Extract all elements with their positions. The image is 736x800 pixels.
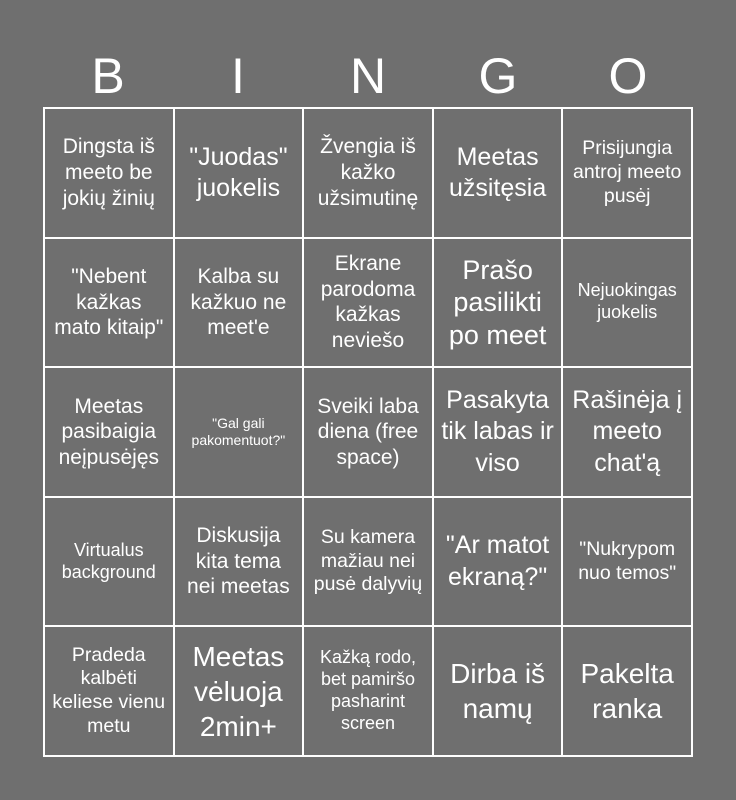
bingo-cell[interactable]: Nejuokingas juokelis bbox=[562, 238, 692, 368]
header-letter-i: I bbox=[231, 48, 245, 104]
bingo-cell[interactable]: "Gal gali pakomentuot?" bbox=[174, 367, 304, 497]
bingo-cell[interactable]: Kalba su kažkuo ne meet'e bbox=[174, 238, 304, 368]
bingo-cell[interactable]: Diskusija kita tema nei meetas bbox=[174, 497, 304, 627]
bingo-board bbox=[43, 107, 693, 757]
bingo-cell[interactable]: "Nukrypom nuo temos" bbox=[562, 497, 692, 627]
bingo-cell[interactable]: Su kamera mažiau nei pusė dalyvių bbox=[303, 497, 433, 627]
bingo-cell[interactable]: Dirba iš namų bbox=[433, 626, 563, 756]
header-letter-o: O bbox=[608, 48, 648, 104]
bingo-cell[interactable]: "Ar matot ekraną?" bbox=[433, 497, 563, 627]
bingo-cell[interactable]: Pakelta ranka bbox=[562, 626, 692, 756]
bingo-cell[interactable]: Meetas pasibaigia neįpusėjęs bbox=[44, 367, 174, 497]
bingo-cell[interactable]: Dingsta iš meeto be jokių žinių bbox=[44, 108, 174, 238]
bingo-cell[interactable]: Ekrane parodoma kažkas neviešo bbox=[303, 238, 433, 368]
bingo-cell free-space[interactable]: Sveiki laba diena (free space) bbox=[303, 367, 433, 497]
bingo-cell[interactable]: Meetas užsitęsia bbox=[433, 108, 563, 238]
bingo-cell[interactable]: "Juodas" juokelis bbox=[174, 108, 304, 238]
bingo-cell[interactable]: Kažką rodo, bet pamiršo pasharint screen bbox=[303, 626, 433, 756]
bingo-cell[interactable]: Pradeda kalbėti keliese vienu metu bbox=[44, 626, 174, 756]
bingo-cell[interactable]: Žvengia iš kažko užsimutinę bbox=[303, 108, 433, 238]
bingo-cell[interactable]: Pasakyta tik labas ir viso bbox=[433, 367, 563, 497]
header-letter-g: G bbox=[478, 48, 518, 104]
bingo-cell[interactable]: Virtualus background bbox=[44, 497, 174, 627]
bingo-cell[interactable]: Prašo pasilikti po meet bbox=[433, 238, 563, 368]
bingo-cell[interactable]: Meetas vėluoja 2min+ bbox=[174, 626, 304, 756]
bingo-header bbox=[43, 46, 693, 106]
bingo-cell[interactable]: Rašinėja į meeto chat'ą bbox=[562, 367, 692, 497]
header-letter-n: N bbox=[349, 48, 387, 104]
bingo-cell[interactable]: "Nebent kažkas mato kitaip" bbox=[44, 238, 174, 368]
bingo-cell[interactable]: Prisijungia antroj meeto pusėj bbox=[562, 108, 692, 238]
header-letter-b: B bbox=[91, 48, 125, 104]
